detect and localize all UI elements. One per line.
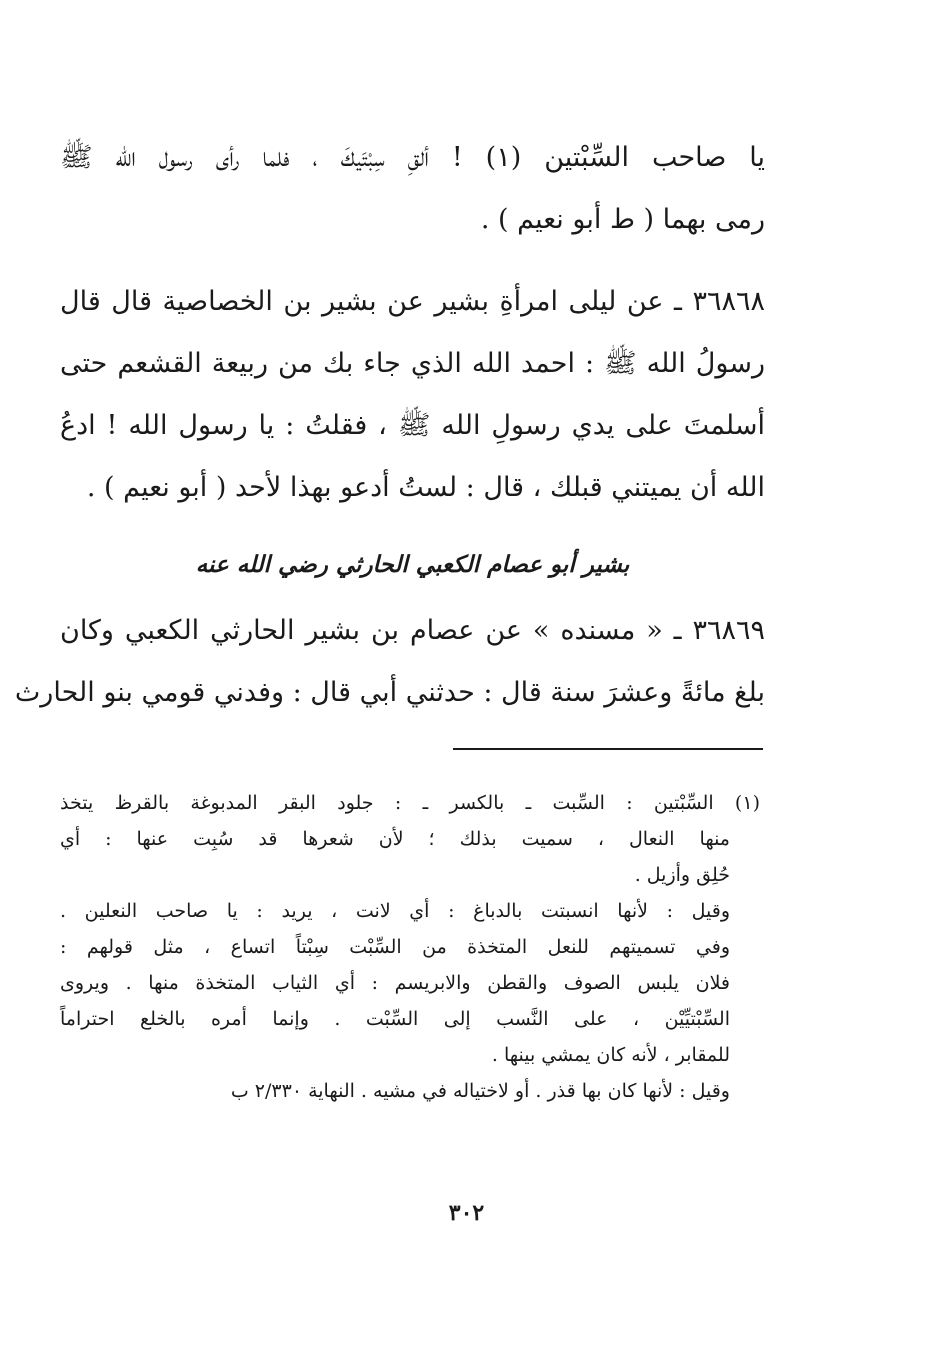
text-line: الله أن يميتني قبلك ، قال : لستُ أدعو بهذا لأحد ( أبو نعيم ) . (86, 472, 765, 503)
footnotes (60, 785, 760, 1109)
text-line: رمى بهما ( ط أبو نعيم ) . (480, 204, 765, 235)
hadith-36868 (60, 271, 765, 519)
text-line: ٣٦٨٦٨ ـ عن ليلى امرأةِ بشير عن بشير بن الخصاصية قال قال (60, 286, 765, 317)
footnote-line: السِّبْتيِّيْن ، على النَّسب إلى السِّبْت . وإنما أمره بالخلع احتراماً (60, 1008, 730, 1030)
section-heading: بشير أبو عصام الكعبي الحارثي رضي الله عنه (195, 551, 630, 578)
text-line: أسلمتَ على يدي رسولِ الله ﷺ ، فقلتُ : يا رسول الله ! ادعُ (60, 410, 765, 441)
main-text-top (60, 127, 765, 251)
text-line: بلغ مائةً وعشرَ سنة قال : حدثني أبي قال : وفدني قومي بنو الحارث (14, 677, 765, 708)
footnote-line: حُلِق وأزيل . (634, 864, 730, 886)
footnote-line: وقيل : لأنها كان بها قذر . أو لاختياله في مشيه . النهاية ٢/٣٣٠ ب (230, 1080, 730, 1102)
footnote-line: وفي تسميتهم للنعل المتخذة من السِّبْت سِبْتاً اتساع ، مثل قولهم : (60, 936, 730, 958)
footnote-line: فلان يلبس الصوف والقطن والابريسم : أي الثياب المتخذة منها . ويروى (60, 972, 730, 994)
text-line: ٣٦٨٦٩ ـ « مسنده » عن عصام بن بشير الحارثي الكعبي وكان (60, 615, 765, 646)
footnote-line: (١) السِّبْتين : السِّبت ـ بالكسر ـ : جلود البقر المدبوغة بالقرظ يتخذ (60, 792, 760, 814)
footnote-line: وقيل : لأنها انسبتت بالدباغ : أي لانت ، يريد : يا صاحب النعلين . (60, 900, 730, 922)
footnote-line: منها النعال ، سميت بذلك ؛ لأن شعرها قد سُبِت عنها : أي (60, 828, 730, 850)
footnote-separator (453, 748, 763, 750)
text-line: رسولُ الله ﷺ : احمد الله الذي جاء بك من ربيعة القشعم حتى (60, 348, 765, 379)
hadith-36869 (14, 600, 765, 724)
page-number: ٣٠٢ (448, 1200, 485, 1226)
footnote-line: للمقابر ، لأنه كان يمشي بينها . (491, 1044, 730, 1066)
text-line: يا صاحب السِّبْتين (١) ! ألقِ سِبْتَيكَ ، فلما رأى رسول الله ﷺ (60, 142, 765, 173)
